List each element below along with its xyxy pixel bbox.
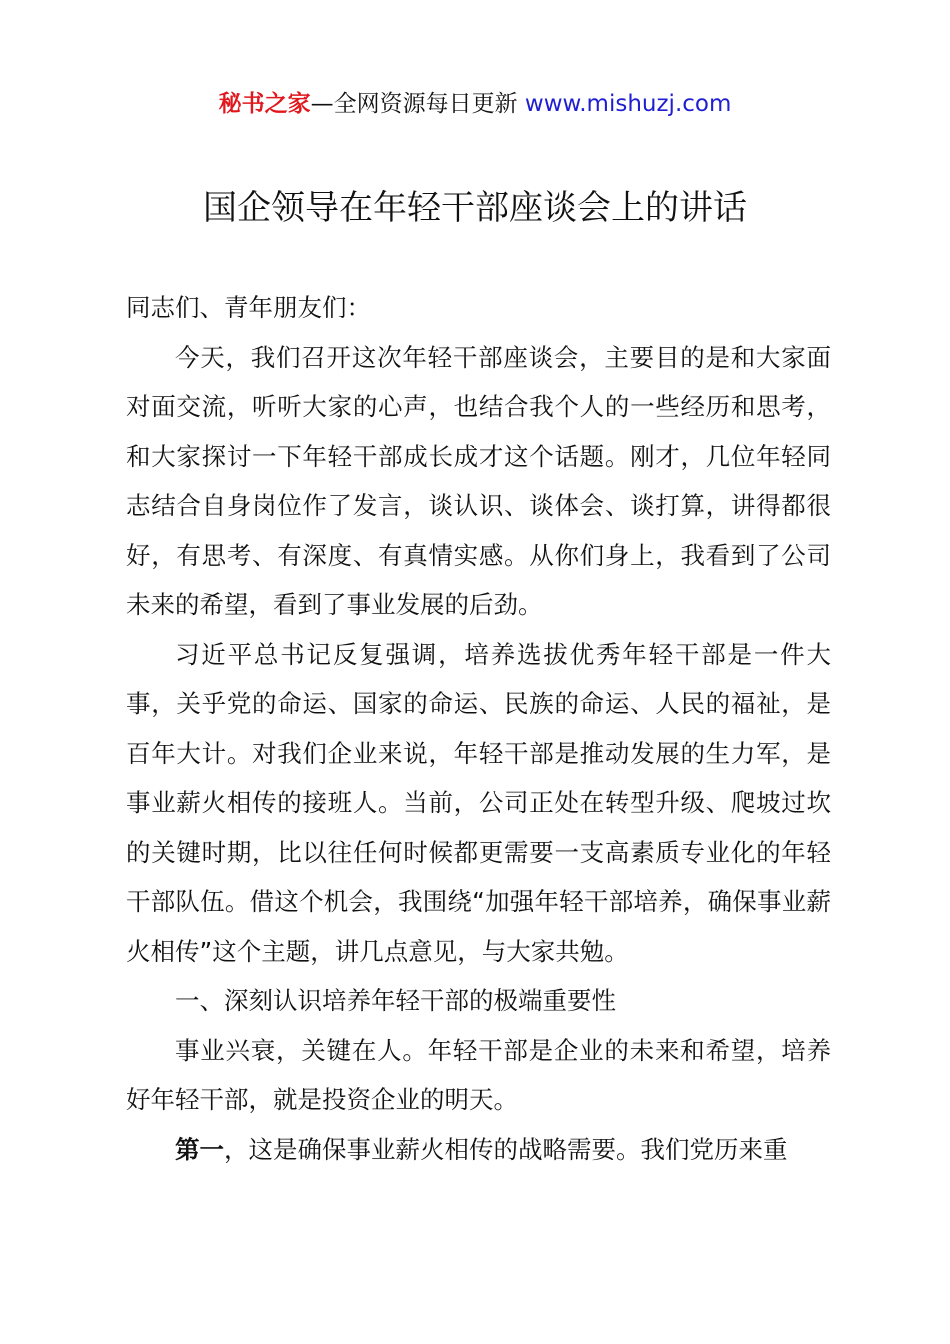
paragraph: 今天，我们召开这次年轻干部座谈会，主要目的是和大家面对面交流，听听大家的心声，也结合我个人的一些经历和思考，和大家探讨一下年轻干部成长成才这个话题。刚才，几位年轻同志结合自身岗位作了发言，谈认识、谈体会、谈打算，讲得都很好，有思考、有深度、有真情实感。从你们身上，我看到了公司未来的希望，看到了事业发展的后劲。 (126, 342, 831, 619)
point-lead: 第一 (175, 1134, 224, 1164)
point-text: ，这是确保事业薪火相传的战略需要。我们党历来重 (224, 1134, 788, 1164)
paragraph: 习近平总书记反复强调，培养选拔优秀年轻干部是一件大事，关乎党的命运、国家的命运、民族的命运、人民的福祉，是百年大计。对我们企业来说，年轻干部是推动发展的生力军，是事业薪火相传的接班人。当前，公司正处在转型升级、爬坡过坎的关键时期，比以往任何时候都更需要一支高素质专业化的年轻干部队伍。借这个机会，我围绕“加强年轻干部培养，确保事业薪火相传”这个主题，讲几点意见，与大家共勉。 (126, 639, 831, 966)
document-body (126, 283, 831, 1174)
brand-name: 秘书之家 (218, 91, 311, 117)
paragraph: 事业兴衰，关键在人。年轻干部是企业的未来和希望，培养好年轻干部，就是投资企业的明天。 (126, 1035, 831, 1114)
header-slogan: —全网资源每日更新 (310, 91, 518, 117)
paragraph-first-point (126, 1125, 831, 1175)
document-title: 国企领导在年轻干部座谈会上的讲话 (203, 188, 747, 228)
site-header (0, 86, 950, 122)
salutation: 同志们、青年朋友们： (126, 293, 371, 322)
site-url-link[interactable]: www.mishuzj.com (524, 91, 732, 117)
section-heading: 一、深刻认识培养年轻干部的极端重要性 (175, 986, 616, 1015)
